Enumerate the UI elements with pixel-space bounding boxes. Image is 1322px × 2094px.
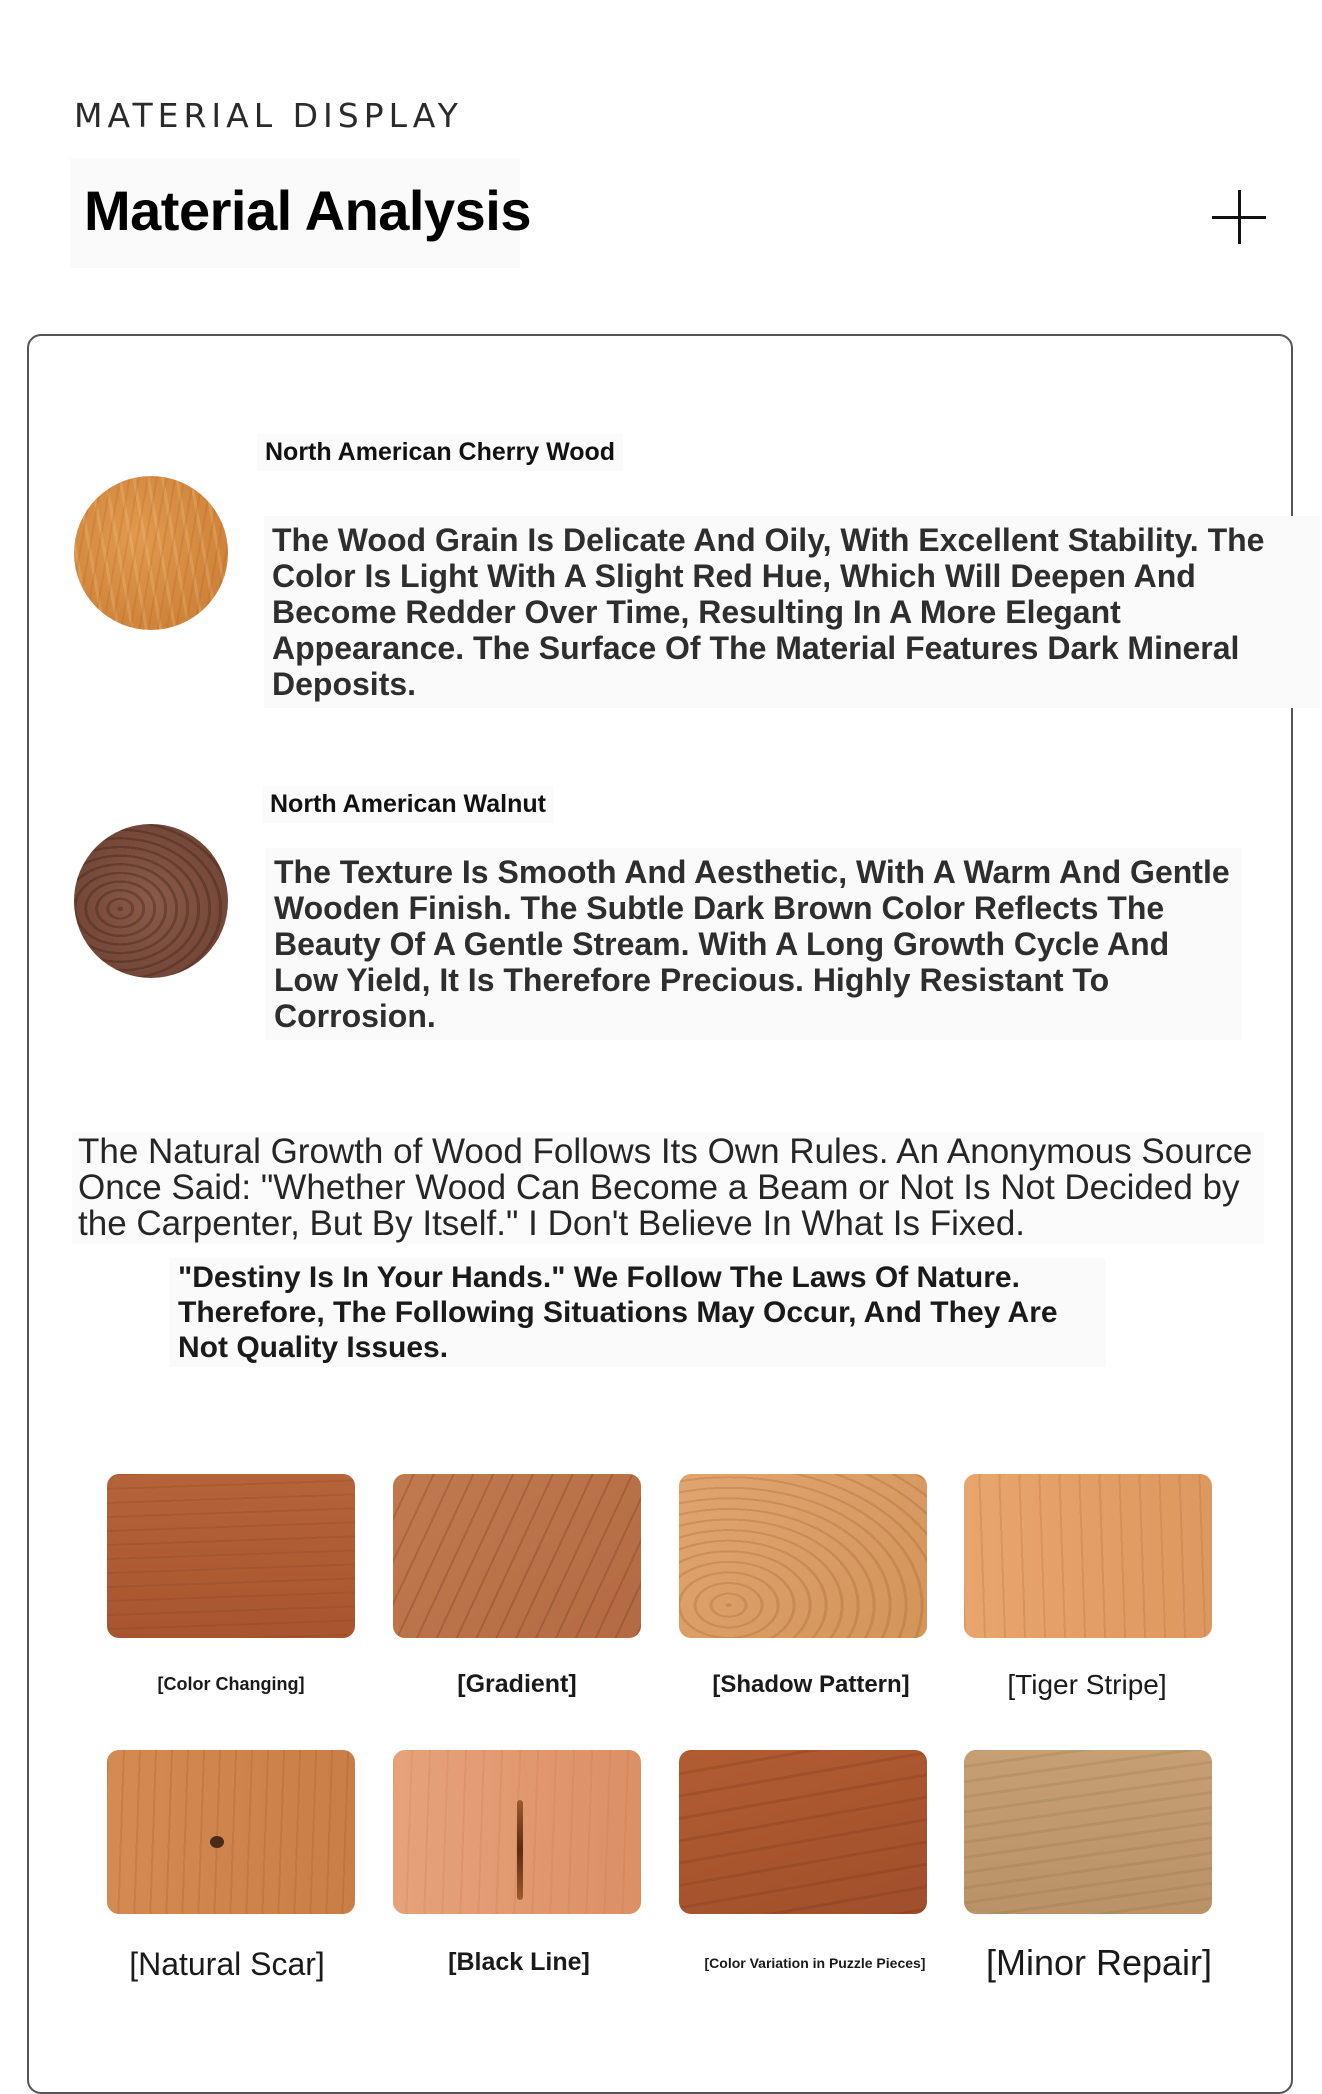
gradient-label: [Gradient] <box>457 1670 577 1698</box>
knot-mark <box>210 1836 224 1848</box>
tiger-stripe-label: [Tiger Stripe] <box>1007 1669 1167 1700</box>
section-eyebrow: MATERIAL DISPLAY <box>74 96 463 135</box>
color-variation-swatch <box>679 1750 927 1914</box>
minor-repair-label: [Minor Repair] <box>985 1942 1213 1983</box>
gradient-swatch <box>393 1474 641 1638</box>
shadow-pattern-label: [Shadow Pattern] <box>712 1671 910 1698</box>
destiny-note: "Destiny Is In Your Hands." We Follow The Laws Of Nature. Therefore, The Following Situations May Occur, And They Are Not Quality Issues. <box>170 1258 1106 1367</box>
color-changing-label: [Color Changing] <box>157 1674 305 1694</box>
walnut-wood-name: North American Walnut <box>262 786 554 823</box>
color-changing-swatch <box>107 1474 355 1638</box>
walnut-wood-swatch <box>74 824 228 978</box>
walnut-wood-description: The Texture Is Smooth And Aesthetic, With A Warm And Gentle Wooden Finish. The Subtle Dark Brown Color Reflects The Beauty Of A Gentle Stream. With A Long Growth Cycle And Low Yield, It Is Therefore Precious. Highly Resistant To Corrosion. <box>266 848 1242 1040</box>
cherry-wood-swatch <box>74 476 228 630</box>
expand-plus-icon[interactable] <box>1212 190 1266 244</box>
page-title: Material Analysis <box>84 179 531 242</box>
color-variation-label: [Color Variation in Puzzle Pieces] <box>704 1955 926 1971</box>
natural-scar-label: [Natural Scar] <box>129 1946 325 1982</box>
natural-scar-swatch <box>107 1750 355 1914</box>
minor-repair-swatch <box>964 1750 1212 1914</box>
black-line-label: [Black Line] <box>448 1948 590 1976</box>
tiger-stripe-swatch <box>964 1474 1212 1638</box>
cherry-wood-name: North American Cherry Wood <box>257 434 623 471</box>
cherry-wood-description: The Wood Grain Is Delicate And Oily, With Excellent Stability. The Color Is Light With A Slight Red Hue, Which Will Deepen And Become Redder Over Time, Resulting In A More Elegant Appearance. The Surface Of The Material Features Dark Mineral Deposits. <box>264 516 1320 708</box>
black-line-mark <box>517 1800 523 1900</box>
shadow-pattern-swatch <box>679 1474 927 1638</box>
wood-quote: The Natural Growth of Wood Follows Its Own Rules. An Anonymous Source Once Said: "Whether Wood Can Become a Beam or Not Is Not Decided by the Carpenter, But By Itself." I Don't Believe In What Is Fixed. <box>72 1132 1264 1244</box>
